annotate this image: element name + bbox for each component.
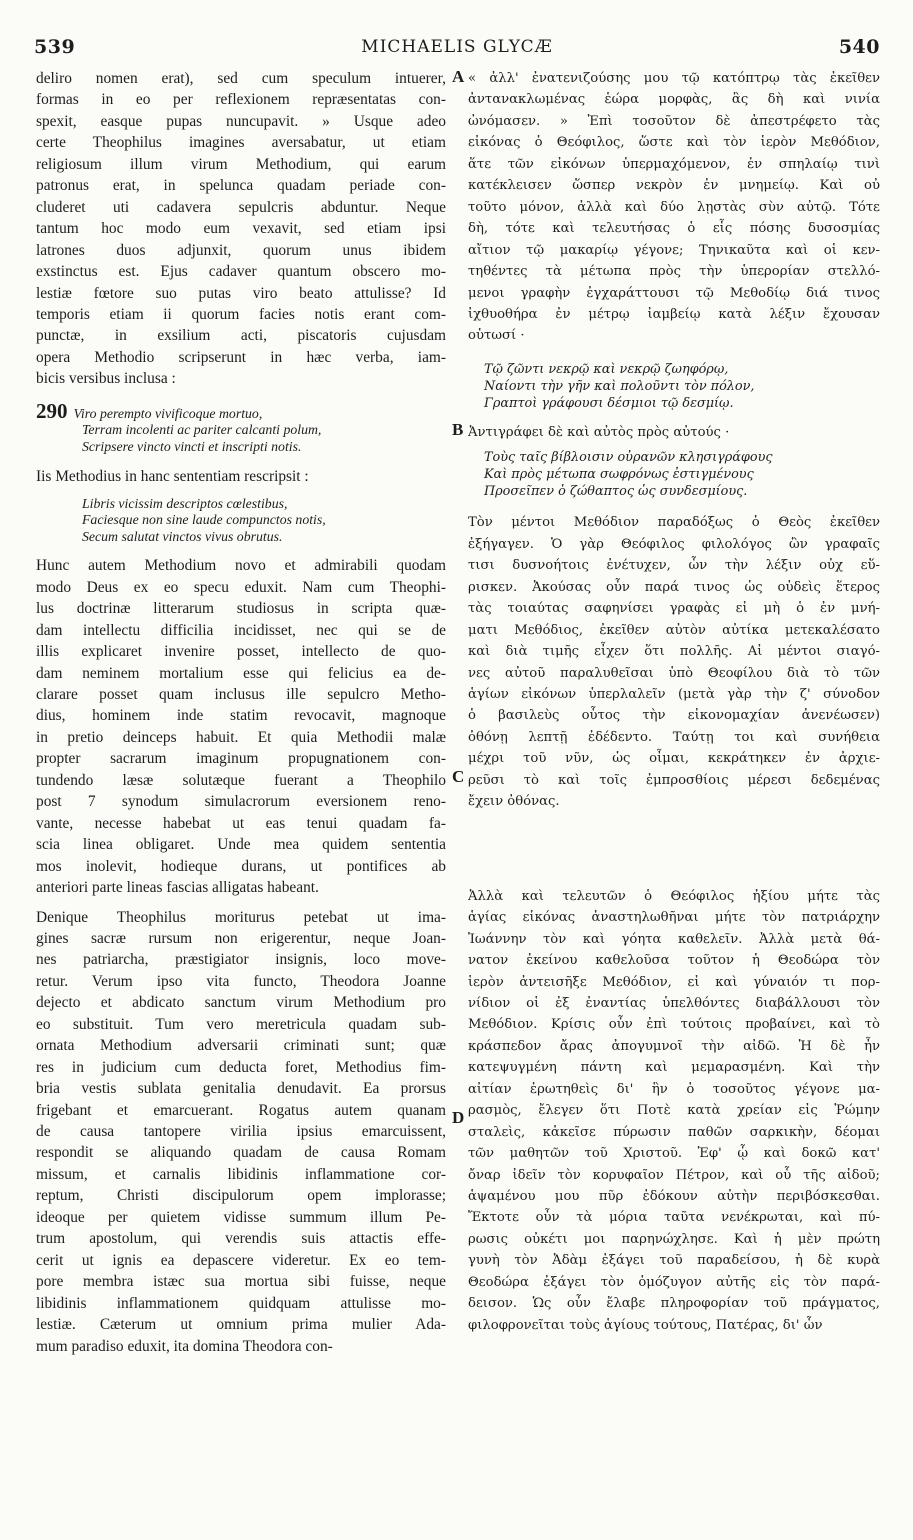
- text-line: δὴ, τότε καὶ τελευτήσας ὁ εἷς πόσης δυσοσμίας: [468, 221, 880, 237]
- page-number-left: 539: [34, 36, 76, 58]
- text-line: δεισον. Ὡς οὖν ἔλαβε πληροφορίαν τοῦ πράγματος,: [468, 1296, 880, 1312]
- verse-line: Libris vicissim descriptos cœlestibus,: [82, 495, 288, 511]
- text-line: ρεῦσι τὸ καὶ τοῖς ἐμπροσθίοις μέρεσι δεδεμένας: [468, 772, 880, 788]
- text-line: mos inolevit, hodieque durans, ut pontifices ab: [36, 857, 446, 875]
- margin-letter-a: A: [452, 67, 465, 86]
- text-line: eo substituit. Tum vero meretricula quadam sub-: [36, 1015, 446, 1033]
- text-line: formas in eo per reflexionem repræsentatas con-: [36, 91, 446, 109]
- text-line: σταλεὶς, κἀκεῖσε πύρωσιν παθῶν σαρκικὴν, δέομαι: [468, 1124, 880, 1140]
- greek-paragraph-3: [468, 886, 880, 1337]
- text-line: vante, necesse habebat ut eas tenui quadam fa-: [36, 814, 446, 832]
- text-line: patronus erat, in spelunca quadam periade con-: [36, 177, 446, 195]
- text-line: anteriori parte lineas fascias alligatas habeant.: [36, 879, 319, 897]
- text-line: ὠνόμασεν. » Ἐπὶ τοσοῦτον δὲ ἀπεστρέφετο τὰς: [468, 113, 880, 129]
- text-line: ρωσις οὐκέτι μοι παρηνώχλησε. Καὶ ἡ μὲν πρώτη: [468, 1231, 880, 1247]
- text-line: οὑτωσί ·: [468, 328, 525, 344]
- text-line: αἴτιον τῷ μακαρίῳ γέγονε; Τηνικαῦτα καὶ οἱ κεν-: [468, 242, 880, 258]
- text-line: exstinctus est. Ejus cadaver quantum obscero mo-: [36, 263, 446, 281]
- text-line: Denique Theophilus moriturus petebat ut ima-: [36, 908, 446, 926]
- text-line: certe Theophilus imagines aversabatur, ut etiam: [36, 134, 446, 152]
- text-line: εἰκόνας ὁ Θεόφιλος, ὥστε καὶ τὸν ἱερὸν Μεθόδιον,: [468, 135, 880, 151]
- text-line: bria vestis sublata genitalia denudavit. Ea prorsus: [36, 1080, 446, 1098]
- greek-intro-2: [468, 422, 880, 443]
- text-line: lus doctrinæ litterarum studiosus in scripta quæ-: [36, 600, 446, 618]
- text-line: μέχρι τοῦ νῦν, ὡς οἶμαι, κεκράτηκεν ἐν ἀρχιε-: [468, 751, 880, 767]
- text-line: νίδιον οἱ ἐξ ἐναντίας ὑπελθόντες διαβάλλουσι τὸν: [468, 995, 880, 1011]
- text-line: opera Methodio scripserunt in hæc verba, iam-: [36, 348, 446, 366]
- text-line: Hunc autem Methodium novo et admirabili quodam: [36, 557, 446, 575]
- text-line: cerit ut ignis ea depascere videretur. Ex eo tem-: [36, 1251, 446, 1269]
- verse-line: Γραπτοὶ γράφουσι δέσμιοι τῷ δεσμίῳ.: [484, 395, 734, 411]
- text-line: ρασμὸς, ἔλεγεν ὅτι Ποτὲ κατὰ χρείαν εἰς Ῥώμην: [468, 1103, 880, 1119]
- latin-intro-2: [36, 466, 446, 487]
- latin-column: [36, 68, 446, 1357]
- text-line: τηθέντες τὰ μέτωπα πρὸς τὴν ὑπερορίαν στελλό-: [468, 264, 880, 280]
- text-line: dius, hominem inde statim revocavit, magnoque: [36, 707, 446, 725]
- text-line: missum, et carnalis libidinis inflammatione cor-: [36, 1165, 446, 1183]
- text-line: « ἀλλ' ἐνατενιζούσης μου τῷ κατόπτρῳ τὰς ἐκεῖθεν: [468, 71, 880, 86]
- text-line: lestiæ. Cæterum ut omnium prima mulier Ada-: [36, 1316, 446, 1334]
- verse-line: Terram incolenti ac pariter calcanti polum,: [82, 422, 322, 438]
- text-line: κατέκλεισεν ὥσπερ νεκρὸν ἐν μνημείῳ. Καὶ οὐ: [468, 178, 880, 194]
- text-line: τισι δυσνοήτοις ἐνέτυχεν, ὧν τὴν λέξιν οὐχ εὕ-: [468, 558, 880, 574]
- text-line: scia linea obligaret. Unde mea quidem sententia: [36, 836, 446, 854]
- text-line: Τὸν μέντοι Μεθόδιον παραδόξως ὁ Θεὸς ἐκεῖθεν: [468, 515, 880, 531]
- text-line: ματι Μεθόδιος, ἐκεῖθεν αὐτὸν αὐτίκα μετεκαλέσατο: [468, 622, 880, 638]
- text-line: retur. Verum ipso vita functo, Theodora Joanne: [36, 972, 446, 990]
- text-line: Ἀλλὰ καὶ τελευτῶν ὁ Θεόφιλος ἠξίου μήτε τὰς: [468, 888, 880, 904]
- text-line: ἰχθυοθήρα ἐν μέτρῳ ἰαμβείῳ κατὰ λέξιν ἔχουσαν: [468, 306, 880, 322]
- text-line: trum apostolum, qui verendis suis attactis effe-: [36, 1230, 446, 1248]
- running-title: MICHAELIS GLYCÆ: [361, 37, 553, 57]
- verse-line: Τοὺς ταῖς βίβλοισιν οὐρανῶν κλησιγράφους: [484, 450, 773, 466]
- greek-paragraph-1: [468, 68, 880, 347]
- text-line: Ἰωάννην τὸν καὶ γόητα καθελεῖν. Ἀλλὰ μετὰ θά-: [468, 931, 880, 947]
- latin-verse-1: [36, 398, 446, 456]
- greek-verse-2: [468, 449, 880, 500]
- text-line: spexit, easque pupas nuncupavit. » Usque adeo: [36, 112, 446, 130]
- text-line: μενοι γραφὴν ἐγχαράττουσι τῷ Μεθοδίῳ διά τινος: [468, 285, 880, 301]
- text-line: τοῦτο μόνον, ἀλλὰ καὶ δύο λῃστὰς σὺν αὐτῷ. Τότε: [468, 199, 880, 215]
- text-line: post 7 synodum simulacrorum eversionem reno-: [36, 793, 446, 811]
- verse-line: Ναίοντι τὴν γῆν καὶ πολοῦντι τὸν πόλον,: [484, 378, 755, 394]
- text-line: clarare posset quam inclusus ille sepulcro Metho-: [36, 685, 446, 703]
- latin-verse-2: [36, 496, 446, 546]
- text-line: ἁψαμένου μου πῦρ ἐδόκουν αὐτὴν περιβόσκεσθαι.: [468, 1189, 880, 1205]
- greek-paragraph-2: [468, 512, 880, 812]
- margin-letter-c: C: [452, 767, 465, 786]
- text-line: temporis etiam ii quorum facies notis erant com-: [36, 305, 446, 323]
- text-line: modo Deus ex eo specu eduxit. Nam cum Theophi-: [36, 578, 446, 596]
- text-line: φιλοφρονεῖται τοὺς ἁγίους τούτους, Πατέρας, δι' ὧν: [468, 1317, 823, 1333]
- text-line: punctæ, in exsilium acti, piscatoris cujusdam: [36, 327, 446, 345]
- text-line: pore membra istæc sua mortua sibi fuisse, neque: [36, 1273, 446, 1291]
- text-line: reptum, Christi discipulorum opem implorasse;: [36, 1187, 446, 1205]
- text-line: κατεψυγμένη πάντη καὶ μεμαρασμένη. Καὶ τὴν: [468, 1060, 880, 1076]
- text-line: ὄναρ ἰδεῖν τὸν κορυφαῖον Πέτρον, καὶ οὗ τῆς αἰδοῦ;: [468, 1167, 880, 1183]
- verse-line: Faciesque non sine laude compunctos notis,: [82, 512, 326, 528]
- verse-line: Καὶ πρὸς μέτωπα σωφρόνως ἐστιγμένους: [484, 467, 754, 483]
- text-line: νες αὐτοῦ παραλυθεῖσαι ὑπὸ Θεοφίλου διὰ τὸ τῶν: [468, 665, 880, 681]
- text-line: ἁγίας εἰκόνας ἀναστηλωθῆναι μήτε τὸν πατριάρχην: [468, 910, 880, 926]
- text-line: bicis versibus inclusa :: [36, 370, 176, 388]
- text-line: ἀντανακλωμένας ἑώρα μορφὰς, ἃς δὴ καὶ νινία: [468, 92, 880, 108]
- text-line: mum paradiso eduxit, ita domina Theodora con-: [36, 1337, 333, 1355]
- verse-number: 290: [36, 398, 68, 423]
- text-line: religiosum illum virum Methodium, qui earum: [36, 155, 446, 173]
- text-line: in pretio deinceps habuit. Et quia Methodii malæ: [36, 728, 446, 746]
- latin-paragraph-2: [36, 555, 446, 898]
- verse-line: Secum salutat vinctos vivus obrutus.: [82, 528, 283, 544]
- text-line: gines sacræ rursum non erigerentur, neque Joan-: [36, 929, 446, 947]
- text-line: de causa tantopere virilia ipsius emarcuissent,: [36, 1123, 446, 1141]
- page-number-right: 540: [838, 36, 880, 58]
- text-line: ἅτε τῶν εἰκόνων ὑπερμαχόμενον, ἐν σπηλαίῳ τινὶ: [468, 156, 880, 172]
- text-line: ὁ βασιλεὺς οὗτος τὴν εἰκονομαχίαν ἀνενέωσεν): [468, 708, 880, 724]
- text-line: dam intellectu difficilia incidisset, nec qui se de: [36, 621, 446, 639]
- text-line: ἔχειν ὀθόνας.: [468, 794, 560, 810]
- text-line: Ἀντιγράφει δὲ καὶ αὐτὸς πρὸς αὐτούς ·: [468, 424, 730, 440]
- text-line: ἐξήγαγεν. Ὁ γὰρ Θεόφιλος φιλολόγος ὢν γραφαῖς: [468, 536, 880, 552]
- text-line: ἱερὸν ἀντεισῆξε Μεθόδιον, εἰ καὶ γύναιόν τι πορ-: [468, 974, 880, 990]
- text-line: respondit se aliquando quadam de causa Romam: [36, 1144, 446, 1162]
- verse-line: Viro perempto vivificoque mortuo,: [73, 405, 263, 421]
- verse-line: Προσεῖπεν ὁ ζώθαπτος ὡς συνδεσμίους.: [484, 484, 748, 500]
- margin-letter-d: D: [452, 1108, 465, 1127]
- text-line: Ἔκτοτε οὖν τὰ μόρια ταῦτα νενέκρωται, καὶ πύ-: [468, 1210, 880, 1226]
- latin-paragraph-3: [36, 907, 446, 1358]
- text-line: γυνὴ τὸν Ἀδὰμ ἐξάγει τοῦ παραδείσου, ἡ δὲ κυρὰ: [468, 1253, 880, 1269]
- text-line: tantum hoc modo eum vexavit, sed etiam ipsi: [36, 220, 446, 238]
- text-line: lestiæ fœtore suo putas viro beato attulisse? Id: [36, 284, 446, 302]
- text-line: Iis Methodius in hanc sententiam rescripsit :: [36, 468, 309, 486]
- text-line: cluderet uti cadavera sepulcris abduntur. Neque: [36, 198, 446, 216]
- verse-line: Τῷ ζῶντι νεκρῷ καὶ νεκρῷ ζωηφόρῳ,: [484, 361, 729, 377]
- text-line: τῶν μαθητῶν τοῦ Χριστοῦ. Ἐφ' ᾧ καὶ δοκῶ κατ': [468, 1146, 880, 1162]
- latin-paragraph-1: [36, 68, 446, 390]
- text-line: propter sacrarum imaginum propugnationem con-: [36, 750, 446, 768]
- text-line: ρισκεν. Ἀκούσας οὖν παρά τινος ὡς οὐδεὶς ἕτερος: [468, 579, 880, 595]
- margin-letter-b: B: [452, 420, 464, 439]
- text-line: νατον ἐκείνου καθελοῦσα τοῦτον ἡ Θεοδώρα τὸν: [468, 953, 880, 969]
- text-line: latrones duos adjunxit, quorum unus ibidem: [36, 241, 446, 259]
- verse-line: Scripsere vincto vincti et inscripti notis.: [82, 438, 302, 454]
- text-line: dejecto et abdicato sanctum virum Methodium pro: [36, 994, 446, 1012]
- text-line: τὰς τοιαύτας σαφηνίσει γραφὰς εἰ μὴ ὁ ἐν μνή-: [468, 601, 880, 617]
- greek-verse-1: [468, 361, 880, 412]
- text-line: ideoque per quietem vidisse summum illum Pe-: [36, 1208, 446, 1226]
- text-line: res in judicium cum deducta foret, Methodius fim-: [36, 1058, 446, 1076]
- greek-column: [468, 68, 880, 1336]
- text-line: καὶ διὰ τιμῆς εἶχεν ὅτι πολλῆς. Αἱ μέντοι σιαγό-: [468, 644, 880, 660]
- page-header: [34, 30, 880, 64]
- text-line: illis explicaret invenire posset, intellecto de quo-: [36, 643, 446, 661]
- text-line: ὀθόνῃ λεπτῇ ἐδέδεντο. Ταύτῃ τοι καὶ συνήθεια: [468, 729, 880, 745]
- text-line: αἰτίαν ἐρωτηθεὶς δι' ἣν ὁ τοσοῦτος γέγονε μα-: [468, 1081, 880, 1097]
- text-line: libidinis inflammationem quidquam attulisse mo-: [36, 1294, 446, 1312]
- text-line: dam neminem mortalium esse qui felicius ea de-: [36, 664, 446, 682]
- text-line: ornata Methodium adversarii criminati sunt; quæ: [36, 1037, 446, 1055]
- text-line: Θεοδώρα ἐξάγει τὸν ὁμόζυγον αὐτῆς εἰς τὸν παρά-: [468, 1274, 880, 1290]
- text-line: tundendo læsæ solutæque fuerant a Theophilo: [36, 771, 446, 789]
- text-line: κράσπεδον ἄρας ἀπογυμνοῖ τὴν αἰδῶ. Ἡ δὲ ἦν: [468, 1038, 880, 1054]
- text-line: nes patriarcha, præstigiator insignis, loco move-: [36, 951, 446, 969]
- text-line: deliro nomen erat), sed cum speculum intuerer,: [36, 70, 446, 87]
- text-line: ἁγίων εἰκόνων ὑπερλαλεῖν (μετὰ γὰρ τὴν ζ' σύνοδον: [468, 686, 880, 702]
- text-line: Μεθόδιον. Κρίσις οὖν ἐπὶ τούτοις προβαίνει, καὶ τὸ: [468, 1017, 880, 1033]
- text-line: frigebant et emarcuerant. Rogatus autem quanam: [36, 1101, 446, 1119]
